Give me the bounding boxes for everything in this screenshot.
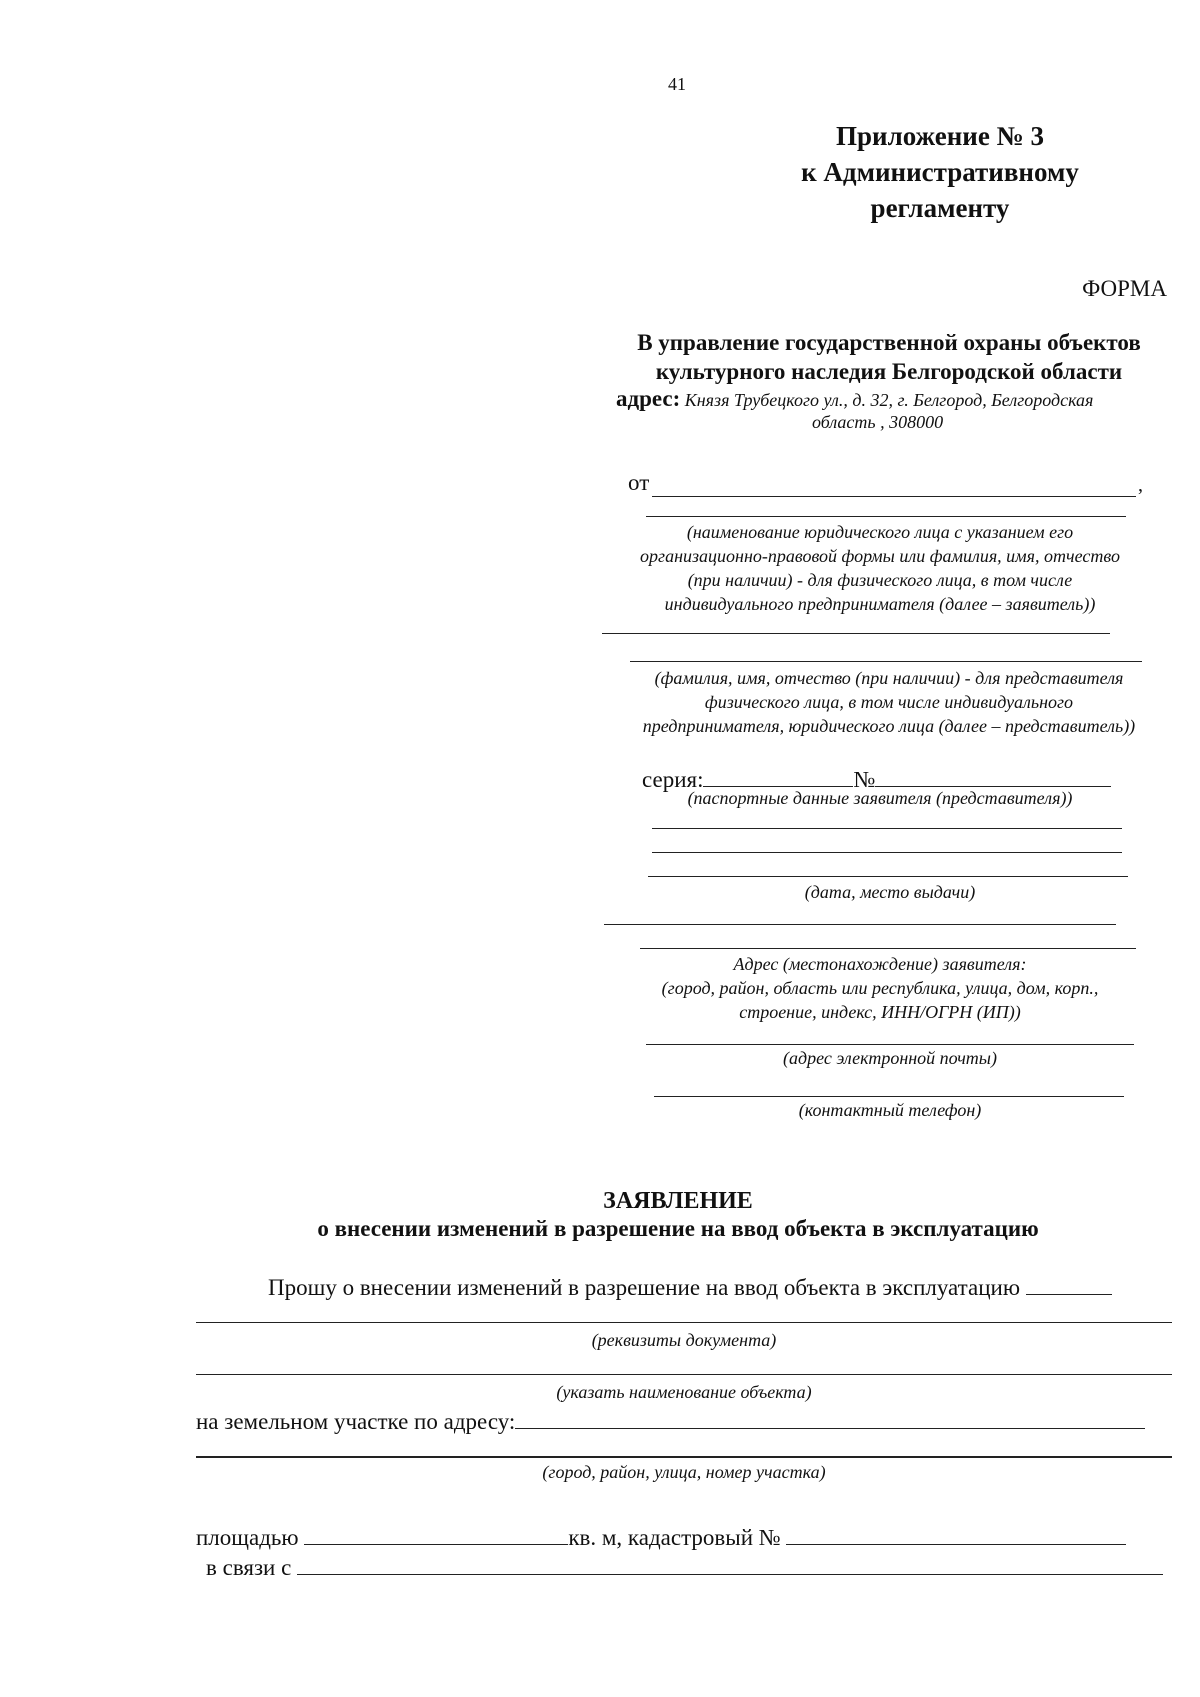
recipient-block [604,328,1174,386]
phone-field-line[interactable] [654,1096,1124,1097]
address-label: адрес: [616,386,681,411]
comma: , [1138,474,1143,496]
address-field-line-2[interactable] [640,948,1136,949]
land-address-field[interactable] [515,1406,1145,1429]
annex-line-3: регламенту [870,193,1010,223]
passport-date-line-3[interactable] [648,876,1128,877]
series-field[interactable] [703,764,853,787]
request-text: Прошу о внесении изменений в разрешение на ввод объекта в эксплуатацию [268,1275,1021,1300]
applicant-hint-line-1: (наименование юридического лица с указанием его [686,522,1074,542]
area-label: площадью [196,1525,299,1550]
applicant-field-line-2[interactable] [646,516,1126,517]
reason-label: в связи с [206,1555,292,1580]
applicant-hint-line-2: организационно-правовой формы или фамилия, имя, отчество [640,546,1120,566]
annex-line-1: Приложение № 3 [836,121,1044,151]
representative-hint-line-2: физического лица, в том числе индивидуального [704,692,1074,712]
land-hint: (город, район, улица, номер участка) [542,1462,826,1482]
address-line-2: область , 308000 [812,412,944,432]
representative-field-line-2[interactable] [630,661,1142,662]
annex-line-2: к Административному [801,157,1079,187]
passport-hint: (паспортные данные заявителя (представителя)) [687,788,1073,808]
passport-date-line-1[interactable] [652,828,1122,829]
email-field-line[interactable] [646,1044,1134,1045]
passport-date-hint: (дата, место выдачи) [804,882,976,902]
reason-row [206,1552,1163,1581]
recipient-line-2: культурного наследия Белгородской области [655,359,1123,384]
email-hint: (адрес электронной почты) [783,1048,997,1068]
recipient-address [616,386,1093,412]
object-hint: (указать наименование объекта) [556,1382,812,1402]
address-hint-line-3: строение, индекс, ИНН/ОГРН (ИП)) [739,1002,1021,1022]
address-hint [600,952,1160,1024]
applicant-hint [600,520,1160,616]
statement-title: ЗАЯВЛЕНИЕ [603,1188,753,1214]
representative-hint [600,666,1178,738]
form-label: ФОРМА [1082,276,1167,301]
annex-title [740,118,1140,226]
from-label: от [628,470,650,495]
reason-field[interactable] [297,1552,1163,1575]
land-row [196,1406,1145,1435]
address-hint-line-1: Адрес (местонахождение) заявителя: [733,954,1027,974]
area-unit: кв. м, кадастровый № [568,1525,781,1550]
doc-hint: (реквизиты документа) [591,1330,777,1350]
land-label: на земельном участке по адресу: [196,1409,516,1434]
address-hint-line-2: (город, район, область или республика, улица, дом, корп., [661,978,1099,998]
applicant-hint-line-3: (при наличии) - для физического лица, в том числе [687,570,1073,590]
page-number: 41 [668,74,686,94]
applicant-field-line-1[interactable] [652,496,1136,497]
address-field-line-1[interactable] [604,924,1116,925]
passport-date-line-2[interactable] [652,852,1122,853]
area-field[interactable] [304,1522,568,1545]
area-row [196,1522,1126,1551]
request-row [268,1272,1112,1301]
applicant-hint-line-4: индивидуального предпринимателя (далее – заявитель)) [664,594,1096,614]
cadastral-number-field[interactable] [786,1522,1126,1545]
statement-subtitle: о внесении изменений в разрешение на ввод объекта в эксплуатацию [317,1216,1039,1241]
document-details-line[interactable] [196,1322,1172,1323]
request-field-tail[interactable] [1026,1272,1112,1295]
representative-field-line-1[interactable] [602,633,1110,634]
address-line-1: Князя Трубецкого ул., д. 32, г. Белгород, Белгородская [684,390,1094,410]
passport-number-field[interactable] [875,764,1111,787]
land-address-line-2[interactable] [196,1456,1172,1458]
representative-hint-line-3: предпринимателя, юридического лица (далее – представитель)) [642,716,1136,736]
phone-hint: (контактный телефон) [798,1100,982,1120]
number-label: № [853,767,876,792]
recipient-line-1: В управление государственной охраны объектов [637,330,1141,355]
series-label: серия: [642,767,704,792]
representative-hint-line-1: (фамилия, имя, отчество (при наличии) - для представителя [654,668,1124,688]
object-name-line[interactable] [196,1374,1172,1375]
